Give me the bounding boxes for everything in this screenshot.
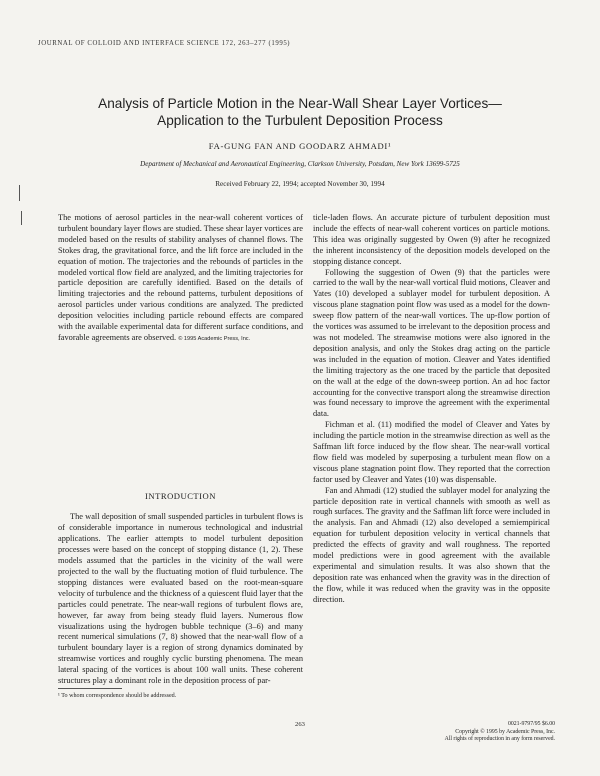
section-heading: INTRODUCTION: [145, 491, 216, 501]
abstract-block: [58, 213, 303, 345]
footnote-rule: [58, 688, 122, 689]
abstract-body: The motions of aerosol particles in the near-wall coherent vortices of turbulent boundary layer flows are studied. These shear layer vortices are modeled based on the results of stability analyses of channel flows. The Stokes drag, the gravitational force, and the lift force are included in the equation of motion. The trajectories and the rebounds of particles in the modeled vortical flow field are analyzed, and the limiting trajectories for particle deposition are carefully identified. Based on the details of limiting trajectories and the rebound patterns, turbulent depositions of aerosol particles under various conditions are analyzed. The predicted deposition velocities including particle rebound effects are compared with the available experimental data for different surface conditions, and favorable agreements are observed.: [58, 213, 303, 342]
right-paragraph: Following the suggestion of Owen (9) that the particles were carried to the wall by the near-wall vortical fluid motions, Cleaver and Yates (10) developed a sublayer model for turbulent deposition. A viscous plane stagnation point flow was used as a model for the down-sweep flow pattern of the near-wall vortices. The up-flow portion of the vortices was assumed to be irrelevant to the deposition process and was not modeled. The streamwise motions were also ignored in the deposition analysis, and only the Stokes drag acting on the particle was included in the equation of motion. Cleaver and Yates identified the limiting trajectory as the one traced by the particle that deposited on the wall at the edge of the down-sweep portion. An ad hoc factor accounting for the convective transport along the streamwise direction was found necessary to improve the agreement with the experimental data.: [313, 267, 550, 419]
received-date: Received February 22, 1994; accepted November 30, 1994: [215, 180, 385, 188]
margin-mark: [21, 211, 22, 225]
footnote: [58, 688, 303, 700]
introduction-text: [58, 512, 303, 687]
right-paragraph: ticle-laden flows. An accurate picture of turbulent deposition must include the effects of near-wall coherent vortices on particle motions. This idea was originally suggested by Owen (9) after he recognized the inherent inconsistency of the deposition models developed on the stopping distance concept.: [313, 213, 550, 266]
journal-header: JOURNAL OF COLLOID AND INTERFACE SCIENCE 172, 263–277 (1995): [38, 40, 291, 47]
title-text: Analysis of Particle Motion in the Near-Wall Shear Layer Vortices— Application to the Turbulent Deposition Process: [98, 96, 502, 128]
right-column: [313, 213, 550, 606]
margin-mark: [19, 185, 20, 201]
right-paragraph: Fichman et al. (11) modified the model of Cleaver and Yates by including the particle motion in the streamwise direction as well as the Saffman lift force induced by the flow shear. The near-wall vortical flow field was modeled by superposing a turbulent mean flow on a viscous plane stagnation point flow. They reported that the correction factor used by Cleaver and Yates (10) was dispensable.: [313, 420, 550, 484]
abstract-text: [58, 213, 303, 345]
abstract-copyright: © 1995 Academic Press, Inc.: [178, 335, 251, 342]
intro-paragraph: The wall deposition of small suspended particles in turbulent flows is of considerable importance in numerous technological and industrial applications. The earlier attempts to model turbulent deposition processes were based on the concept of stopping distance (1, 2). These models assumed that the particles in the vicinity of the wall were projected to the wall by the fluctuating motion of fluid turbulence. The stopping distances were evaluated based on the root-mean-square velocity of turbulence and the thickness of a quiescent fluid layer that the particles could penetrate. The near-wall regions of turbulent flows are, however, far away from being steady fluid layers. Numerous flow visualizations using the hydrogen bubble technique (3–6) and many recent numerical simulations (7, 8) showed that the near-wall flow of a turbulent boundary layer is a region of strong dynamics dominated by streamwise vortices and roughly cyclic bursting phenomena. The mean lateral spacing of the vortices is about 100 wall units. These coherent structures play a dominant role in the deposition process of par-: [58, 512, 303, 686]
affiliation: Department of Mechanical and Aeronautical Engineering, Clarkson University, Potsdam, New York 13699-5725: [140, 160, 460, 168]
footnote-text: ¹ To whom correspondence should be addressed.: [58, 693, 177, 699]
page-number: 263: [295, 721, 305, 728]
copyright-block: 0021-9797/95 $6.00 Copyright © 1995 by Academic Press, Inc. All rights of reproduction in any form reserved.: [444, 721, 555, 743]
authors: FA-GUNG FAN AND GOODARZ AHMADI¹: [208, 141, 392, 151]
right-paragraph: Fan and Ahmadi (12) studied the sublayer model for analyzing the particle deposition rate in vertical channels with smooth as well as rough surfaces. The gravity and the Saffman lift force were included in the analysis. Fan and Ahmadi (12) also developed a semiempirical equation for turbulent deposition velocity in vertical channels that predicted the effects of gravity and wall roughness. The reported model predictions were in good agreement with the available experimental and simulation results. It was also shown that the deposition rate was enhanced when the gravity was in the direction of the flow, while it was reduced when the gravity was in the opposite direction.: [313, 485, 550, 604]
paper-title: [40, 96, 560, 129]
